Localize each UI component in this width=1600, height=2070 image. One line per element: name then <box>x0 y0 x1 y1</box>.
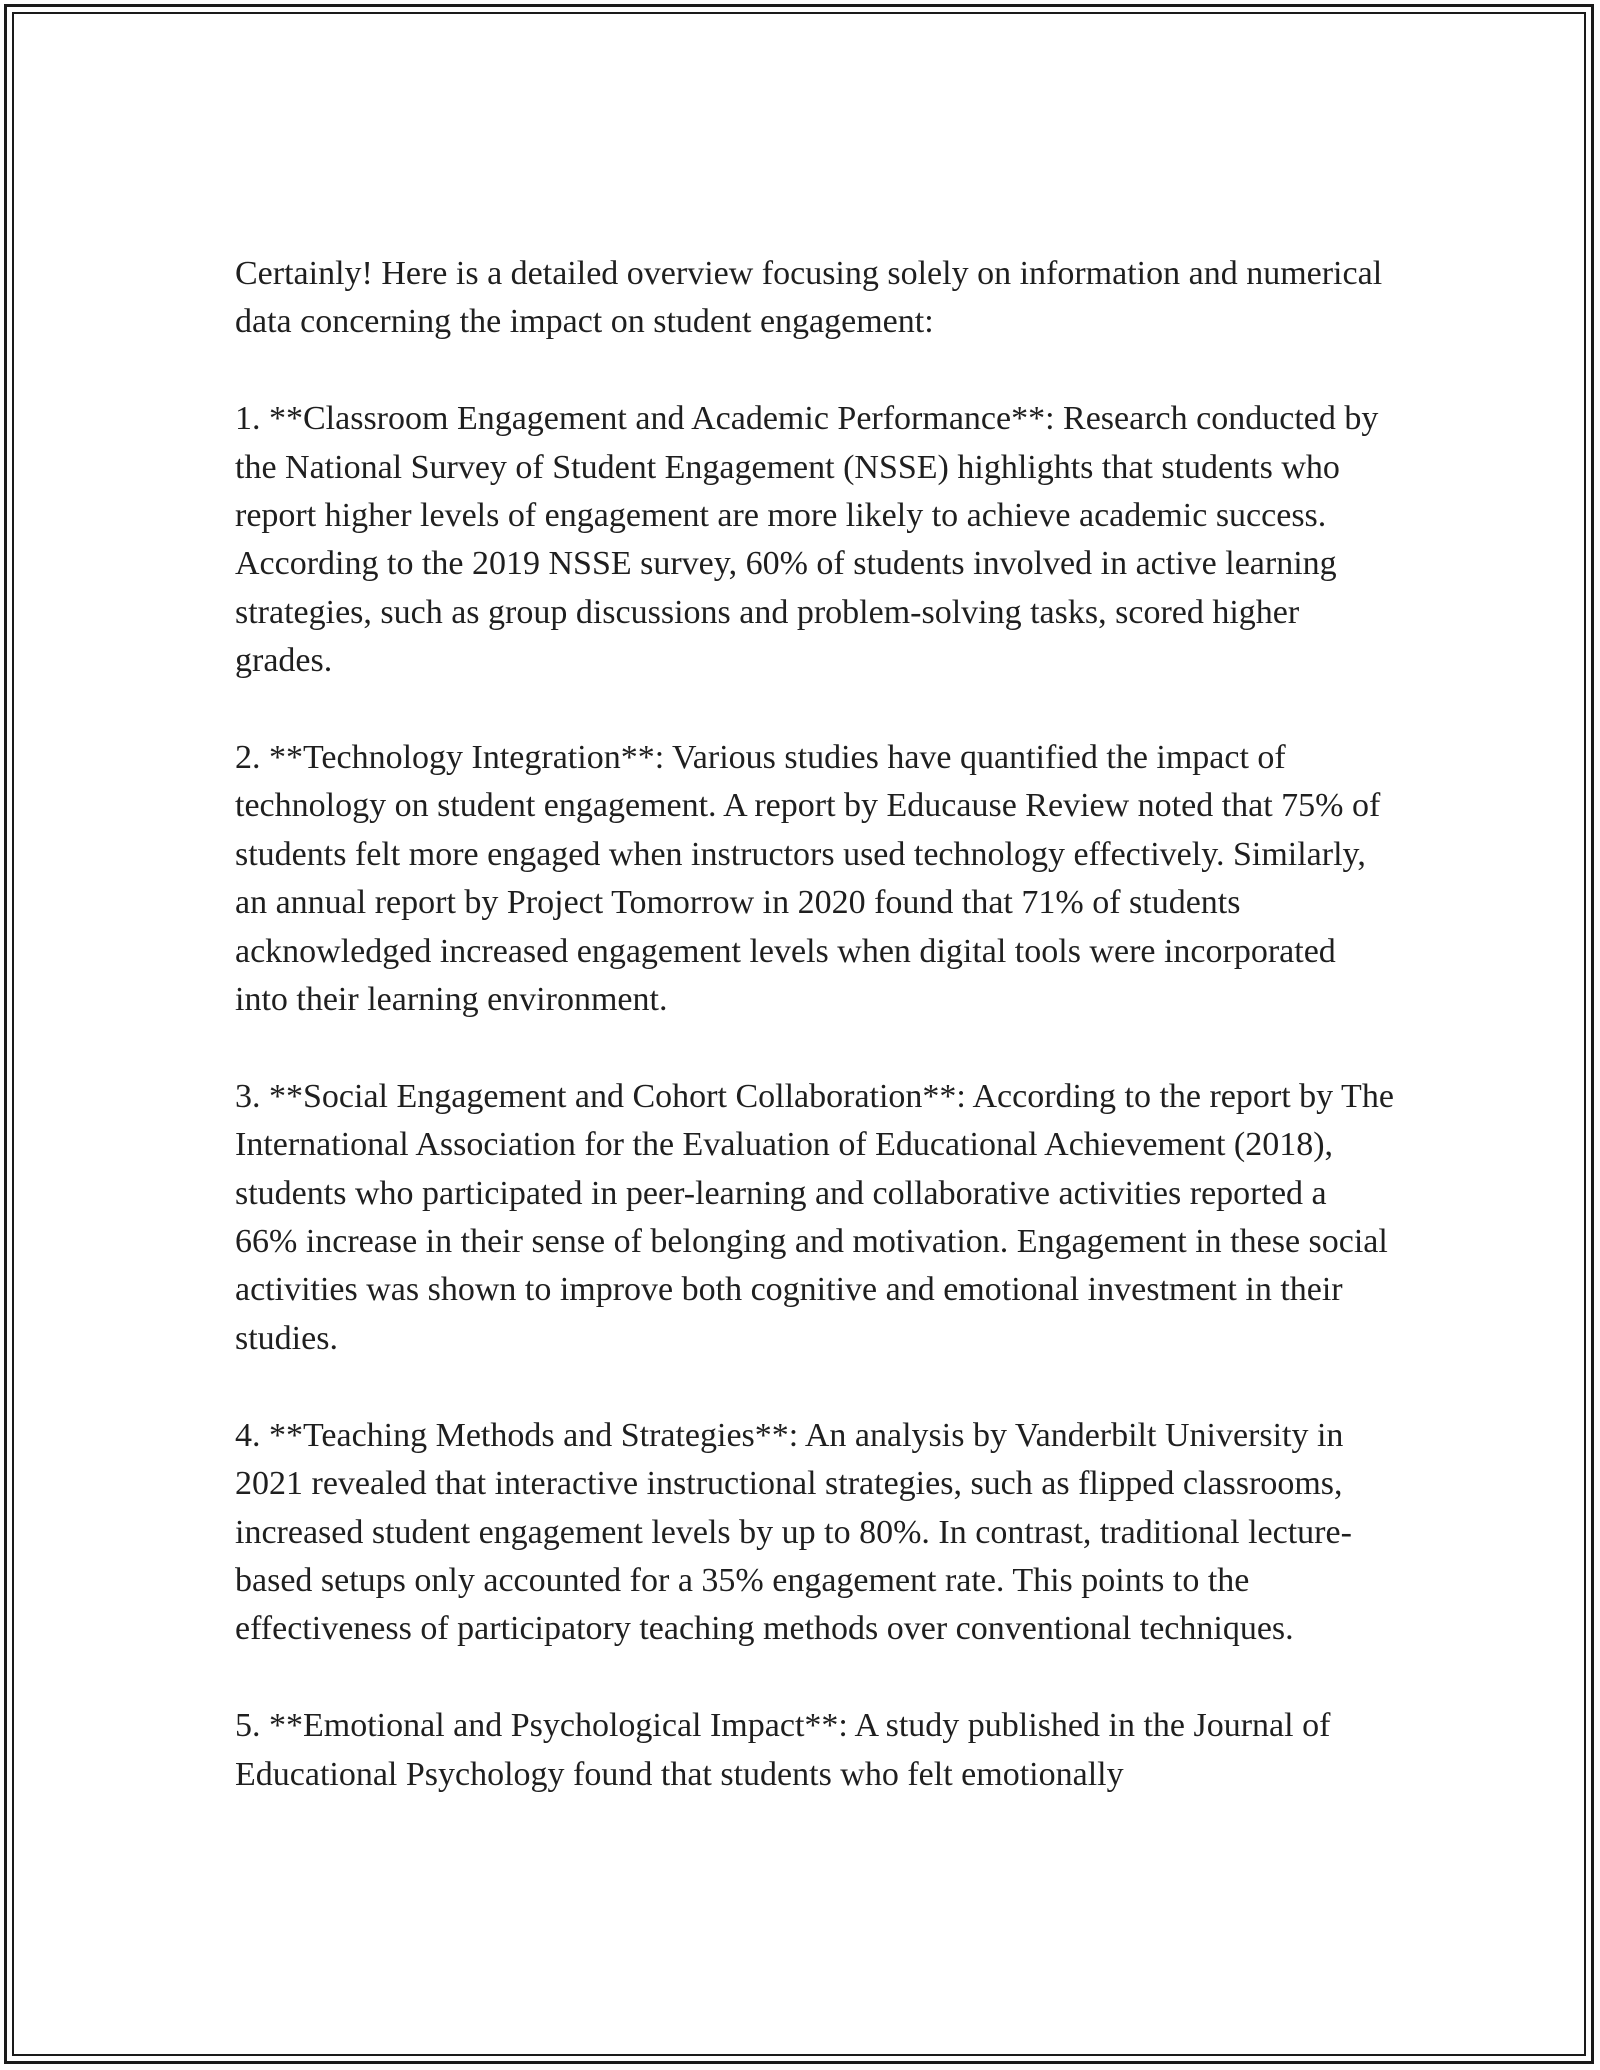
paragraph-item-2: 2. **Technology Integration**: Various studies have quantified the impact of technology on student engagement. A report by Educause Review noted that 75% of students felt more engaged when instructors used technology effectively. Similarly, an annual report by Project Tomorrow in 2020 found that 71% of students acknowledged increased engagement levels when digital tools were incorporated into their learning environment. <box>235 739 1381 1019</box>
paragraph-item-5: 5. **Emotional and Psychological Impact**: A study published in the Journal of Educational Psychology found that students who felt emotionally <box>235 1707 1331 1793</box>
paragraph-item-1: 1. **Classroom Engagement and Academic Performance**: Research conducted by the National Survey of Student Engagement (NSSE) highlights that students who report higher levels of engagement are more likely to achieve academic success. According to the 2019 NSSE survey, 60% of students involved in active learning strategies, such as group discussions and problem-solving tasks, scored higher grades. <box>235 400 1379 680</box>
paragraph-item-3: 3. **Social Engagement and Cohort Collaboration**: According to the report by The International Association for the Evaluation of Educational Achievement (2018), students who participated in peer-learning and collaborative activities reported a 66% increase in their sense of belonging and motivation. Engagement in these social activities was shown to improve both cognitive and emotional investment in their studies. <box>235 1077 1394 1357</box>
document-body <box>235 250 1395 1847</box>
intro-paragraph: Certainly! Here is a detailed overview focusing solely on information and numerical data concerning the impact on student engagement: <box>235 255 1383 341</box>
paragraph-item-4: 4. **Teaching Methods and Strategies**: An analysis by Vanderbilt University in 2021 revealed that interactive instructional strategies, such as flipped classrooms, increased student engagement levels by up to 80%. In contrast, traditional lecture-based setups only accounted for a 35% engagement rate. This points to the effectiveness of participatory teaching methods over conventional techniques. <box>235 1416 1352 1648</box>
